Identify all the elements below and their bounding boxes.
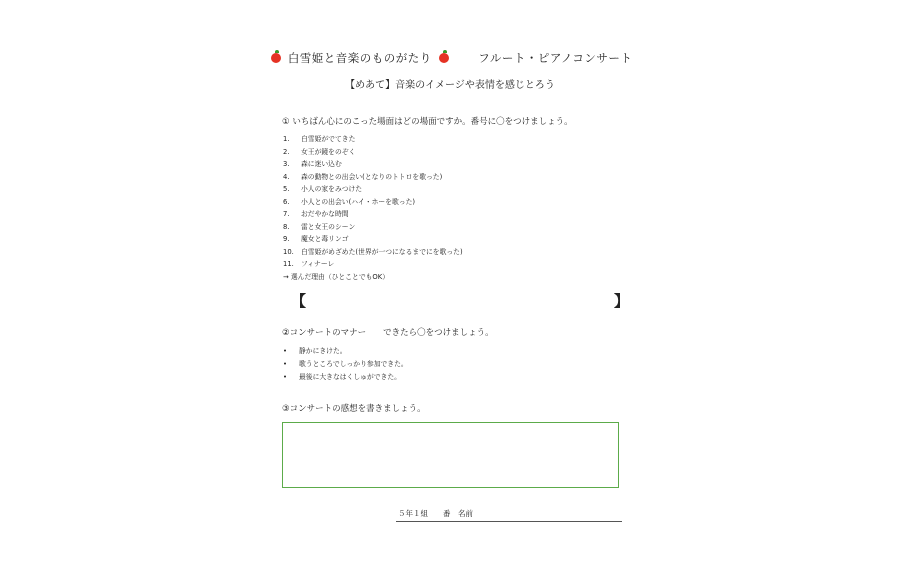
bullet-icon: • bbox=[283, 347, 288, 355]
scene-text: 魔女と毒リンゴ bbox=[301, 235, 349, 243]
question-1: ① いちばん心にのこった場面はどの場面ですか。番号に〇をつけましょう。 bbox=[282, 117, 573, 127]
goal-subtitle: 【めあて】音楽のイメージや表情を感じとろう bbox=[345, 80, 555, 91]
scene-item[interactable] bbox=[283, 133, 463, 146]
scene-text: 白雪姫がめざめた(世界が一つになるまでにを歌った) bbox=[301, 247, 463, 256]
scene-number: 9. bbox=[283, 235, 290, 243]
scene-number: 7. bbox=[283, 210, 290, 218]
manner-list bbox=[283, 345, 408, 384]
manner-text: 静かにきけた。 bbox=[299, 347, 347, 355]
scene-text: 雷と女王のシーン bbox=[301, 222, 356, 231]
scene-item[interactable] bbox=[283, 146, 463, 159]
question-3[interactable]: ③コンサートの感想を書きましょう。 bbox=[282, 404, 426, 414]
bracket-open: 【 bbox=[291, 292, 307, 310]
apple-icon bbox=[439, 53, 449, 63]
scene-item[interactable] bbox=[283, 221, 463, 234]
manner-item[interactable] bbox=[283, 358, 408, 371]
scene-item[interactable] bbox=[283, 158, 463, 171]
scene-text: 小人の家をみつけた bbox=[301, 185, 363, 193]
scene-number: 1. bbox=[283, 135, 290, 143]
bullet-icon: • bbox=[283, 360, 288, 368]
impression-box[interactable] bbox=[282, 422, 619, 488]
scene-number: 10. bbox=[283, 247, 294, 256]
bullet-icon: • bbox=[283, 373, 288, 381]
scene-number: 6. bbox=[283, 197, 290, 206]
scene-text: 森に迷い込む bbox=[301, 160, 342, 168]
scene-number: 5. bbox=[283, 185, 290, 193]
scene-item[interactable] bbox=[283, 183, 463, 196]
manner-item[interactable] bbox=[283, 345, 408, 358]
question-2: ②コンサートのマナー できたら〇をつけましょう。 bbox=[282, 328, 494, 338]
scene-item[interactable] bbox=[283, 208, 463, 221]
scene-number: 3. bbox=[283, 160, 290, 168]
scene-text: 白雪姫がでてきた bbox=[301, 135, 356, 143]
scene-number: 2. bbox=[283, 147, 290, 156]
scene-text: 小人との出会い(ハイ・ホーを歌った) bbox=[301, 197, 416, 206]
scene-number: 8. bbox=[283, 222, 290, 231]
scene-number: 11. bbox=[283, 260, 294, 268]
scene-item[interactable] bbox=[283, 196, 463, 209]
scene-text: おだやかな時間 bbox=[301, 210, 349, 218]
scene-text: 森の動物との出会い(となりのトトロを歌った) bbox=[301, 172, 443, 181]
scene-text: 女王が鏡をのぞく bbox=[301, 147, 356, 156]
reason-label: → 選んだ理由（ひとことでもOK） bbox=[283, 273, 390, 281]
title-main: 白雪姫と音楽のものがたり bbox=[287, 51, 432, 65]
manner-text: 最後に大きなはくしゅができた。 bbox=[299, 373, 401, 381]
apple-icon bbox=[271, 53, 281, 63]
scene-item[interactable] bbox=[283, 233, 463, 246]
bracket-close: 】 bbox=[614, 292, 630, 310]
scene-text: フィナーレ bbox=[301, 260, 335, 268]
manner-item[interactable] bbox=[283, 371, 408, 384]
scene-number: 4. bbox=[283, 172, 290, 181]
class-name-label: ５年１組 番 名前 bbox=[398, 509, 473, 518]
title-sub: フルート・ピアノコンサート bbox=[478, 51, 633, 65]
scene-list bbox=[283, 133, 463, 271]
scene-item[interactable] bbox=[283, 171, 463, 184]
scene-item[interactable] bbox=[283, 246, 463, 259]
worksheet-title bbox=[0, 50, 900, 66]
name-underline bbox=[396, 521, 622, 522]
manner-text: 歌うところでしっかり参加できた。 bbox=[299, 360, 408, 368]
scene-item[interactable] bbox=[283, 258, 463, 271]
